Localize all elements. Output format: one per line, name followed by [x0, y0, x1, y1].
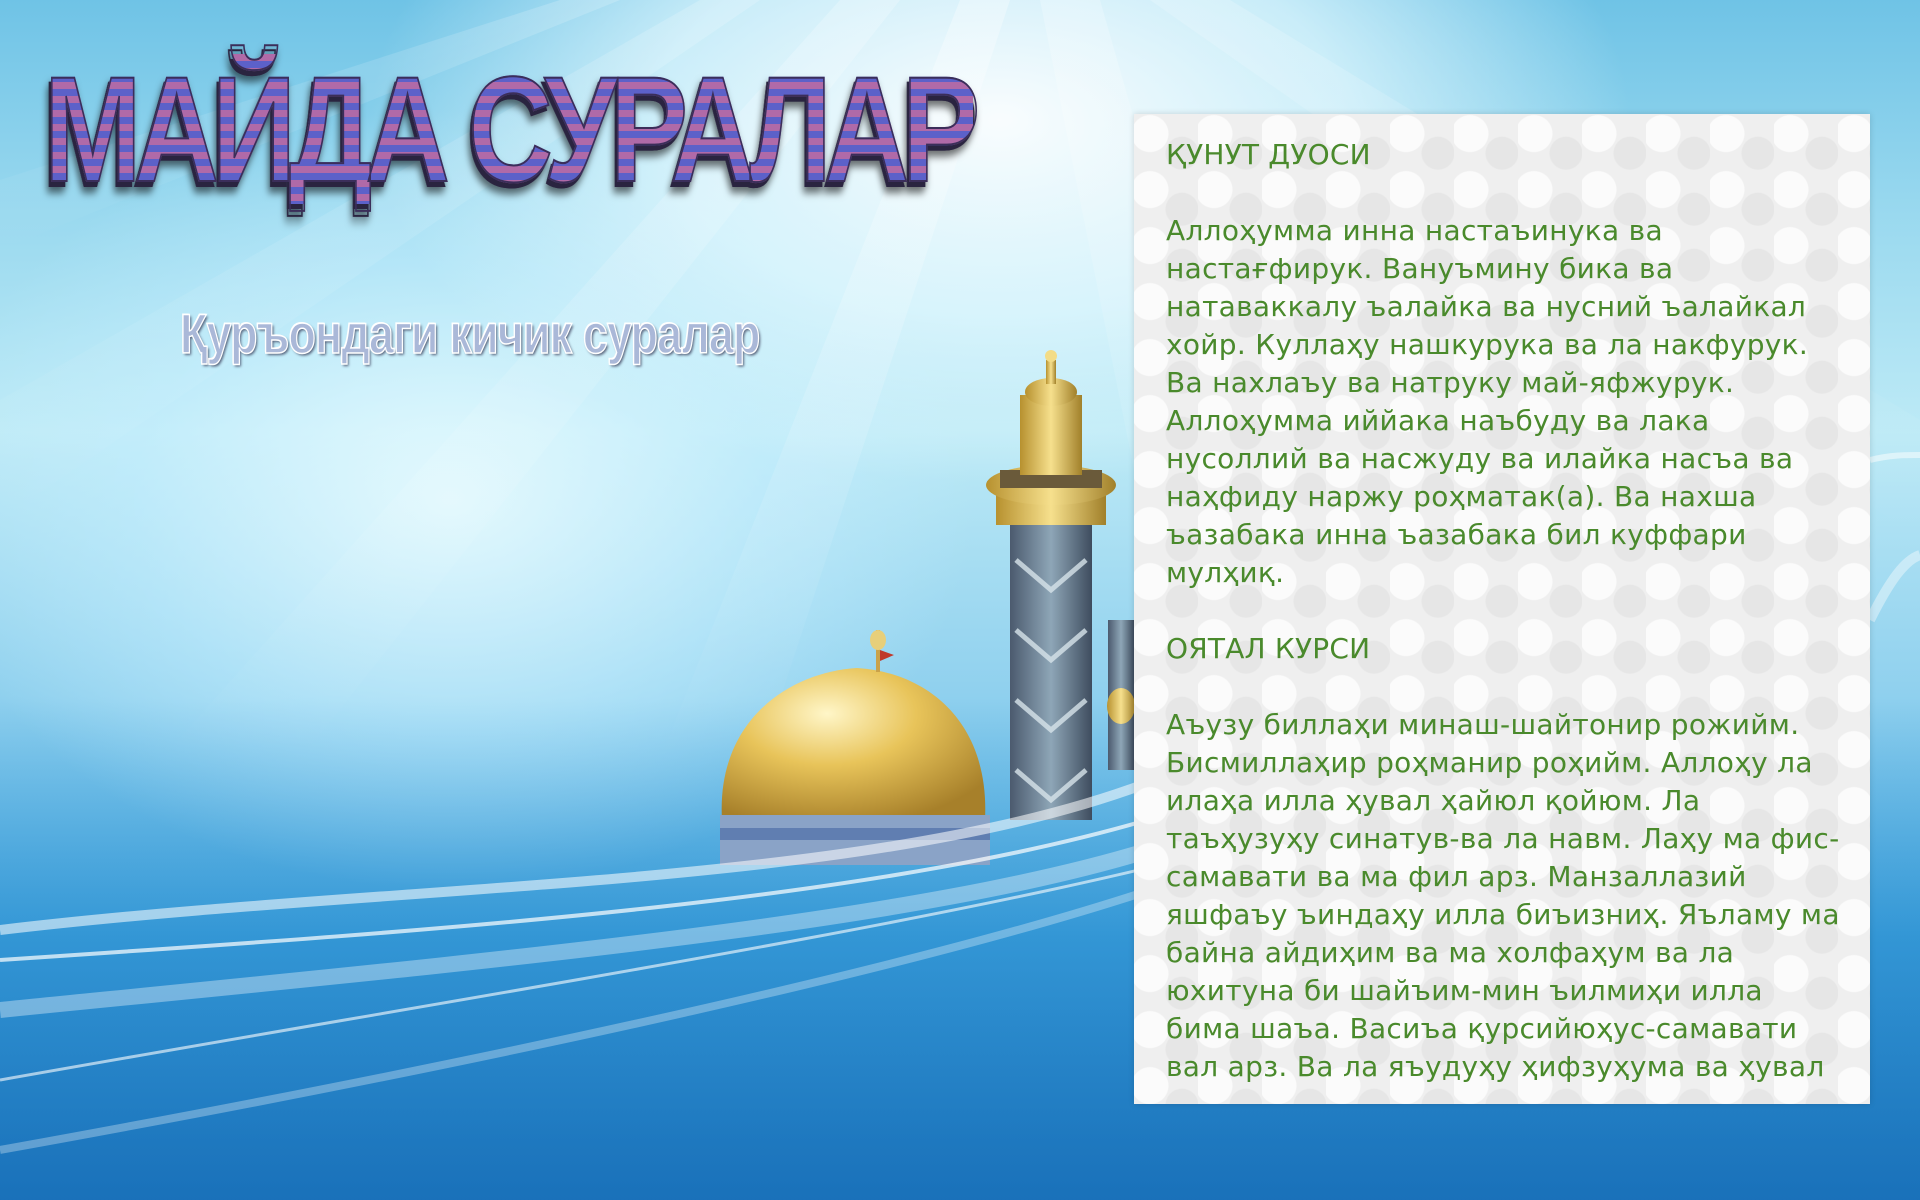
section-heading: ОЯТАЛ КУРСИ — [1166, 632, 1371, 665]
app-subtitle: Қуръондаги кичик суралар — [180, 302, 760, 365]
section-text: Аллоҳумма инна настаъинука ва настағфирук. Вануъмину бика ва натаваккалу ъалайка ва нусний ъалайкал хойр. Куллаҳу нашкурука ва ла накфурук. Ва нахлаъу ва натруку май-яфжурук. Аллоҳумма иййака наъбуду ва лака нусоллий ва насжуду ва илайка насъа ва наҳфиду наржу роҳматак(а). Ва нахша ъазабака инна ъазабака бил куффари мулҳиқ. — [1166, 214, 1809, 589]
section-text: Аъузу биллаҳи минаш-шайтонир рожийм. Бисмиллаҳир роҳманир роҳийм. Аллоҳу ла илаҳа илла ҳувал ҳайюл қойюм. Ла таъҳузуҳу синатув-ва ла навм. Лаҳу ма фис-самавати ва ма фил арз. Манзаллазий яшфаъу ъиндаҳу илла биъизниҳ. Яъламу ма байна айдиҳим ва ма холфаҳум ва ла юхитуна би шайъим-мин ъилмиҳи илла бима шаъа. Васиъа қурсийюҳус-самавати вал арз. Ва ла яъудуҳу ҳифзуҳума ва ҳувал — [1166, 708, 1840, 1083]
app-title: МАЙДА СУРАЛАР — [44, 45, 974, 213]
section-heading: ҚУНУТ ДУОСИ — [1166, 138, 1371, 171]
panel-content — [1166, 136, 1844, 1086]
text-panel[interactable] — [1134, 114, 1870, 1104]
